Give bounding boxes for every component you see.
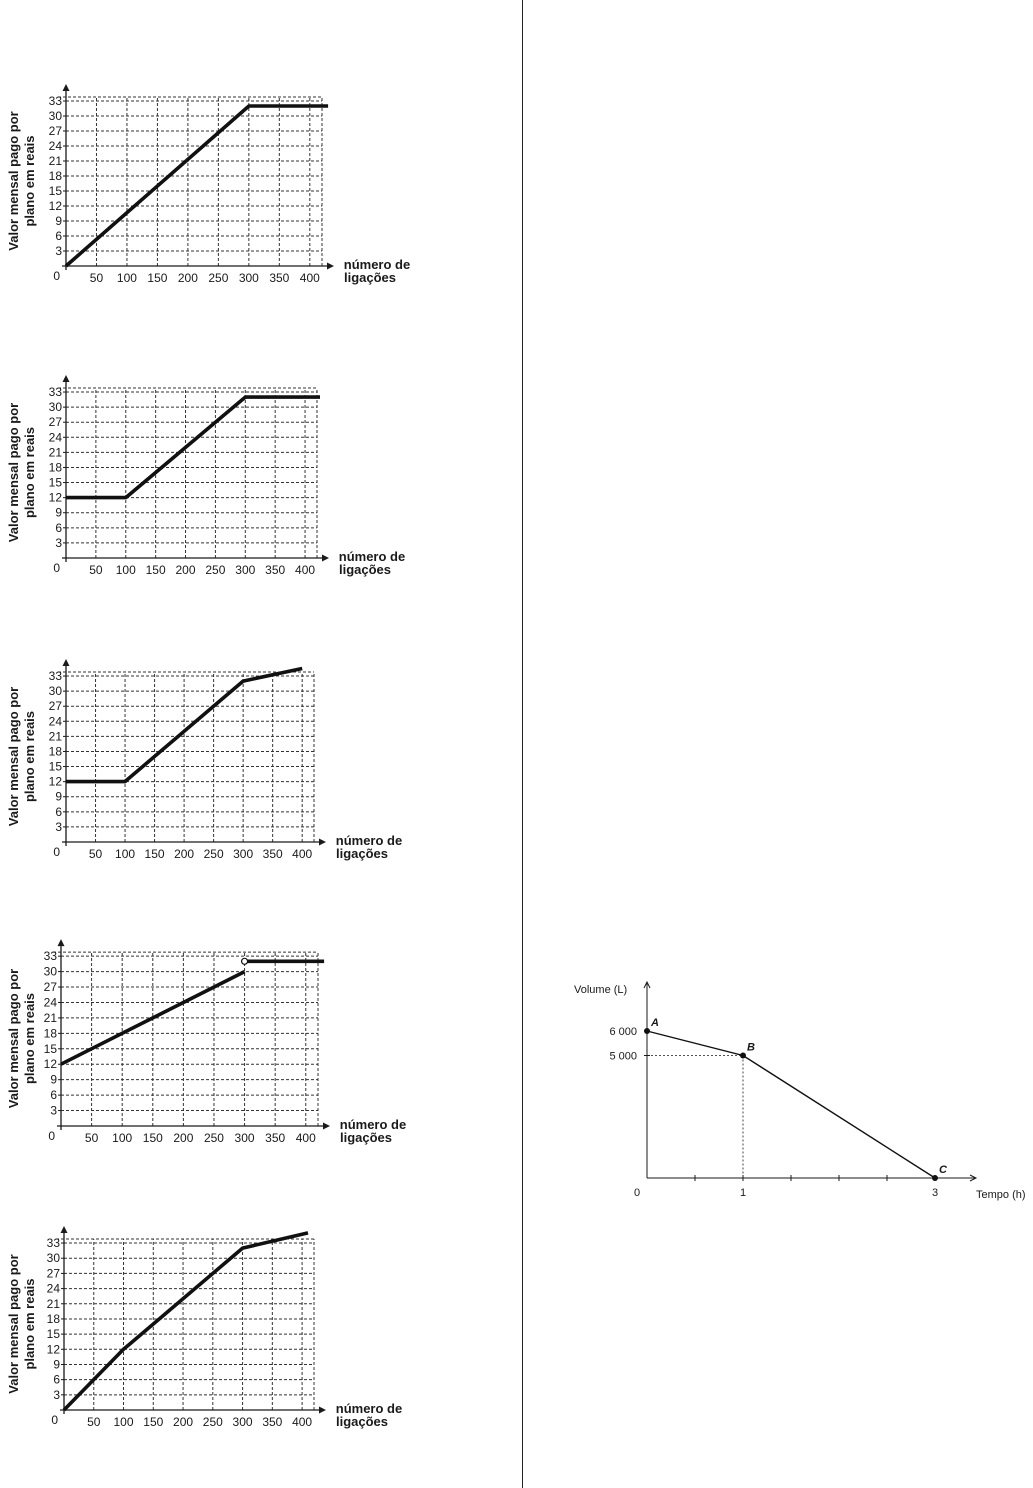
y-tick-label: 15 xyxy=(48,184,62,198)
x-tick-label: 200 xyxy=(177,271,198,285)
origin-label: 0 xyxy=(53,269,60,283)
y-tick-label: 6 000 xyxy=(609,1026,637,1038)
x-tick-label: 3 xyxy=(931,1187,939,1199)
x-tick-label: 350 xyxy=(265,563,286,577)
y-axis-arrow xyxy=(63,84,70,91)
chart-volume xyxy=(560,970,1033,1210)
origin-label: 0 xyxy=(48,1129,55,1143)
x-axis-title-line1: número de xyxy=(339,1117,407,1132)
x-tick-label: 250 xyxy=(202,1415,223,1429)
x-tick-label: 300 xyxy=(233,847,254,861)
x-axis-title-line1: número de xyxy=(335,1401,403,1416)
y-tick-label: 15 xyxy=(48,475,62,490)
x-tick-label: 300 xyxy=(238,271,259,285)
x-axis-title-line2: ligações xyxy=(335,1414,389,1429)
x-tick-label: 350 xyxy=(262,1415,283,1429)
x-tick-label: 100 xyxy=(115,563,136,577)
y-tick-label: 12 xyxy=(48,774,62,789)
y-tick-label: 27 xyxy=(48,415,62,430)
x-axis-title-line2: ligações xyxy=(338,562,392,577)
x-tick-label: 200 xyxy=(174,847,195,861)
y-tick-label: 18 xyxy=(48,460,62,475)
y-tick-label: 3 xyxy=(55,535,62,550)
x-tick-label: 100 xyxy=(113,1415,134,1429)
x-axis-title-line2: ligações xyxy=(343,270,397,285)
y-tick-label: 12 xyxy=(43,1057,57,1072)
y-tick-label: 12 xyxy=(48,199,62,213)
y-axis-title-line1: Valor mensal pago por xyxy=(6,686,21,827)
y-tick-label: 9 xyxy=(55,789,62,804)
point-label: B xyxy=(747,1041,755,1054)
x-tick-label: 200 xyxy=(175,563,196,577)
data-point xyxy=(932,1175,938,1181)
column-divider xyxy=(522,0,523,1488)
x-tick-label: 150 xyxy=(144,847,165,861)
y-tick-label: 21 xyxy=(46,1296,60,1311)
y-tick-label: 30 xyxy=(46,1251,60,1266)
y-tick-label: 33 xyxy=(48,94,62,108)
point-label: C xyxy=(939,1164,947,1176)
x-tick-label: 300 xyxy=(234,1131,255,1145)
x-tick-label: 250 xyxy=(203,1131,224,1145)
y-tick-label: 6 xyxy=(55,520,62,535)
x-axis-title-line1: número de xyxy=(343,257,411,272)
x-tick-label: 350 xyxy=(269,271,290,285)
y-tick-label: 9 xyxy=(55,505,62,520)
y-axis-title-line1: Valor mensal pago por xyxy=(6,402,21,543)
data-point xyxy=(644,1028,650,1034)
y-axis-arrow xyxy=(63,375,70,382)
y-axis-title-line2: plano em reais xyxy=(22,710,37,803)
y-tick-label: 3 xyxy=(55,244,62,258)
x-tick-label: 150 xyxy=(145,563,166,577)
y-axis-title-line2: plano em reais xyxy=(22,426,37,519)
y-tick-label: 15 xyxy=(43,1041,57,1056)
x-tick-label: 300 xyxy=(235,563,256,577)
y-tick-label: 15 xyxy=(46,1327,60,1342)
y-axis-arrow xyxy=(58,939,65,946)
chart-1 xyxy=(0,40,522,300)
y-tick-label: 15 xyxy=(48,759,62,774)
y-tick-label: 24 xyxy=(48,430,62,445)
y-tick-label: 6 xyxy=(55,229,62,243)
y-tick-label: 27 xyxy=(48,124,62,138)
x-tick-label: 100 xyxy=(115,847,136,861)
chart-3 xyxy=(0,620,522,875)
series-line xyxy=(64,1233,308,1410)
x-tick-label: 50 xyxy=(89,563,103,577)
y-tick-label: 21 xyxy=(43,1010,57,1025)
x-tick-label: 400 xyxy=(299,271,320,285)
data-point xyxy=(740,1053,746,1059)
y-tick-label: 33 xyxy=(48,385,62,400)
y-axis-title-line2: plano em reais xyxy=(22,135,37,227)
x-axis-title: Tempo (h) xyxy=(976,1189,1026,1201)
y-tick-label: 12 xyxy=(48,490,62,505)
x-tick-label: 50 xyxy=(88,847,103,861)
y-tick-label: 27 xyxy=(48,699,62,714)
y-tick-label: 30 xyxy=(43,964,57,979)
y-tick-label: 6 xyxy=(55,804,62,819)
y-tick-label: 21 xyxy=(48,445,62,460)
x-axis-title-line1: número de xyxy=(335,833,403,848)
x-tick-label: 50 xyxy=(87,1415,101,1429)
x-axis-arrow xyxy=(323,1123,330,1130)
y-tick-label: 3 xyxy=(55,819,62,834)
x-tick-label: 400 xyxy=(292,1415,313,1429)
y-tick-label: 24 xyxy=(46,1281,60,1296)
y-tick-label: 12 xyxy=(46,1342,60,1357)
y-tick-label: 18 xyxy=(43,1026,57,1041)
x-tick-label: 100 xyxy=(112,1131,133,1145)
x-tick-label: 400 xyxy=(295,1131,316,1145)
y-axis-title-line1: Valor mensal pago por xyxy=(6,111,21,251)
y-tick-label: 30 xyxy=(48,400,62,415)
x-tick-label: 150 xyxy=(143,1415,164,1429)
x-tick-label: 100 xyxy=(116,271,137,285)
y-axis-arrow xyxy=(63,659,70,666)
point-label: A xyxy=(651,1017,659,1029)
y-tick-label: 3 xyxy=(53,1387,60,1402)
y-axis-arrow xyxy=(61,1226,68,1233)
y-tick-label: 9 xyxy=(55,214,62,228)
x-tick-label: 350 xyxy=(262,847,283,861)
y-tick-label: 9 xyxy=(50,1072,57,1087)
y-axis-title: Volume (L) xyxy=(574,984,628,996)
y-tick-label: 3 xyxy=(50,1103,57,1118)
x-tick-label: 350 xyxy=(265,1131,286,1145)
x-tick-label: 150 xyxy=(147,271,168,285)
y-tick-label: 6 xyxy=(50,1088,57,1103)
y-tick-label: 21 xyxy=(48,154,62,168)
y-tick-label: 18 xyxy=(48,744,62,759)
chart-2 xyxy=(0,336,522,591)
y-tick-label: 33 xyxy=(48,669,62,684)
x-tick-label: 250 xyxy=(208,271,229,285)
series-line xyxy=(66,106,328,266)
x-tick-label: 400 xyxy=(292,847,313,861)
x-axis-arrow xyxy=(327,263,334,270)
x-tick-label: 400 xyxy=(295,563,316,577)
x-tick-label: 150 xyxy=(142,1131,163,1145)
y-axis-title-line2: plano em reais xyxy=(22,992,37,1085)
x-axis-arrow xyxy=(319,839,326,846)
y-tick-label: 21 xyxy=(48,729,62,744)
open-endpoint xyxy=(242,958,248,964)
origin-label: 0 xyxy=(51,1413,58,1427)
y-tick-label: 30 xyxy=(48,109,62,123)
y-tick-label: 18 xyxy=(48,169,62,183)
series-line xyxy=(647,1031,935,1178)
x-tick-label: 250 xyxy=(205,563,226,577)
y-tick-label: 33 xyxy=(46,1236,60,1251)
x-axis-arrow xyxy=(319,1407,326,1414)
origin-label: 0 xyxy=(633,1187,641,1199)
y-tick-label: 9 xyxy=(53,1357,60,1372)
y-axis-title-line1: Valor mensal pago por xyxy=(6,1254,21,1394)
y-tick-label: 18 xyxy=(46,1311,60,1326)
x-axis-arrow xyxy=(322,555,329,562)
y-tick-label: 24 xyxy=(48,714,62,729)
x-tick-label: 200 xyxy=(173,1131,194,1145)
y-tick-label: 24 xyxy=(48,139,62,153)
x-tick-label: 1 xyxy=(739,1187,747,1199)
origin-label: 0 xyxy=(53,561,60,575)
chart-4 xyxy=(0,900,522,1155)
x-tick-label: 50 xyxy=(89,271,104,285)
y-tick-label: 24 xyxy=(43,995,57,1010)
x-tick-label: 300 xyxy=(232,1415,253,1429)
x-tick-label: 50 xyxy=(84,1131,99,1145)
y-axis-title-line2: plano em reais xyxy=(22,1278,37,1370)
y-tick-label: 6 xyxy=(53,1372,60,1387)
y-tick-label: 27 xyxy=(43,980,57,995)
y-tick-label: 5 000 xyxy=(609,1050,637,1063)
chart-5 xyxy=(0,1188,522,1443)
y-axis-title-line1: Valor mensal pago por xyxy=(6,968,21,1109)
x-tick-label: 200 xyxy=(173,1415,194,1429)
x-axis-title-line2: ligações xyxy=(335,846,389,861)
x-axis-title-line1: número de xyxy=(338,549,406,564)
y-tick-label: 27 xyxy=(46,1266,60,1281)
y-tick-label: 30 xyxy=(48,684,62,699)
x-axis-title-line2: ligações xyxy=(339,1130,393,1145)
origin-label: 0 xyxy=(53,845,60,859)
x-tick-label: 250 xyxy=(203,847,224,861)
y-tick-label: 33 xyxy=(43,949,57,964)
